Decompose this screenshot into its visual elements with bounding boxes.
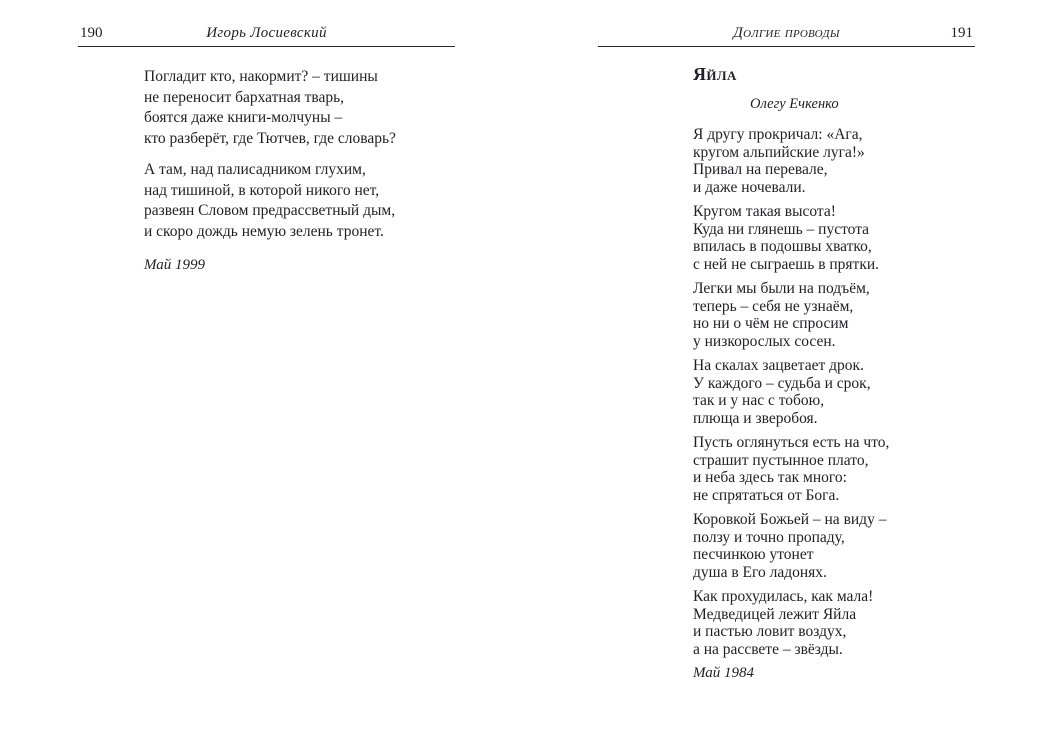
poem-line: плюща и зверобоя. bbox=[693, 409, 818, 427]
poem-line: так и у нас с тобою, bbox=[693, 392, 825, 409]
stanza bbox=[693, 203, 975, 273]
poem-line: душа в Его ладонях. bbox=[693, 563, 827, 581]
poem-line: боятся даже книги-молчуны – bbox=[144, 109, 343, 126]
poem-line: теперь – себя не узнаём, bbox=[693, 297, 854, 315]
poem-line: Кругом такая высота! bbox=[693, 203, 836, 220]
poem-line: впилась в подошвы хватко, bbox=[693, 238, 872, 255]
stanza bbox=[693, 434, 975, 504]
poem-line: кто разберёт, где Тютчев, где словарь? bbox=[144, 129, 396, 147]
stanza bbox=[693, 126, 975, 196]
poem-line: Коровкой Божьей – на виду – bbox=[693, 511, 887, 528]
page-header-right bbox=[598, 26, 975, 47]
stanza bbox=[144, 160, 455, 242]
poem-line: и даже ночевали. bbox=[693, 178, 806, 196]
poem-line: над тишиной, в которой никого нет, bbox=[144, 181, 380, 199]
poem-line: На скалах зацветает дрок. bbox=[693, 357, 864, 374]
page-number-right: 191 bbox=[950, 25, 973, 41]
stanza bbox=[144, 67, 455, 149]
poem-title: Яйла bbox=[693, 64, 737, 84]
poem-line: Легки мы были на подъём, bbox=[693, 280, 870, 297]
page-right bbox=[598, 26, 975, 682]
poem-line: но ни о чём не спросим bbox=[693, 315, 849, 332]
poem-line: а на рассвете – звёзды. bbox=[693, 640, 843, 658]
poem-line: Погладит кто, накормит? – тишины bbox=[144, 68, 378, 85]
poem-line: У каждого – судьба и срок, bbox=[693, 374, 871, 392]
poem-line: Пусть оглянуться есть на что, bbox=[693, 434, 890, 451]
poem-line: Привал на перевале, bbox=[693, 161, 828, 178]
page-number-left: 190 bbox=[80, 25, 103, 41]
poem-line: песчинкою утонет bbox=[693, 546, 814, 563]
poem-line: А там, над палисадником глухим, bbox=[144, 161, 366, 178]
stanza bbox=[693, 280, 975, 350]
poem-line: кругом альпийские луга!» bbox=[693, 143, 865, 161]
poem-line: с ней не сыграешь в прятки. bbox=[693, 255, 880, 273]
poem-line: страшит пустынное плато, bbox=[693, 451, 869, 469]
poem-line: не спрятаться от Бога. bbox=[693, 486, 840, 504]
poem-line: не переносит бархатная тварь, bbox=[144, 88, 345, 106]
poem-line: и пастью ловит воздух, bbox=[693, 623, 847, 640]
stanza bbox=[693, 357, 975, 427]
stanza bbox=[693, 588, 975, 658]
poem-line: Я другу прокричал: «Ага, bbox=[693, 126, 863, 143]
page-left bbox=[78, 26, 455, 274]
stanza bbox=[693, 511, 975, 581]
poem-line: развеян Словом предрассветный дым, bbox=[144, 202, 396, 219]
poem-line: Куда ни глянешь – пустота bbox=[693, 220, 870, 238]
poem-date-left: Май 1999 bbox=[144, 257, 206, 273]
poem-line: Как прохудилась, как мала! bbox=[693, 588, 874, 605]
running-head-left: Игорь Лосиевский bbox=[206, 25, 327, 41]
poem-right bbox=[693, 126, 975, 658]
running-head-right: Долгие проводы bbox=[733, 25, 840, 41]
poem-line: и неба здесь так много: bbox=[693, 469, 847, 486]
poem-line: и скоро дождь немую зелень тронет. bbox=[144, 222, 384, 240]
page-header-left bbox=[78, 26, 455, 47]
poem-line: Медведицей лежит Яйла bbox=[693, 605, 857, 623]
poem-line: у низкорослых сосен. bbox=[693, 332, 836, 350]
poem-date-right: Май 1984 bbox=[693, 665, 755, 681]
poem-dedication: Олегу Ечкенко bbox=[750, 96, 839, 112]
poem-line: ползу и точно пропаду, bbox=[693, 528, 845, 546]
poem-left bbox=[144, 67, 455, 242]
